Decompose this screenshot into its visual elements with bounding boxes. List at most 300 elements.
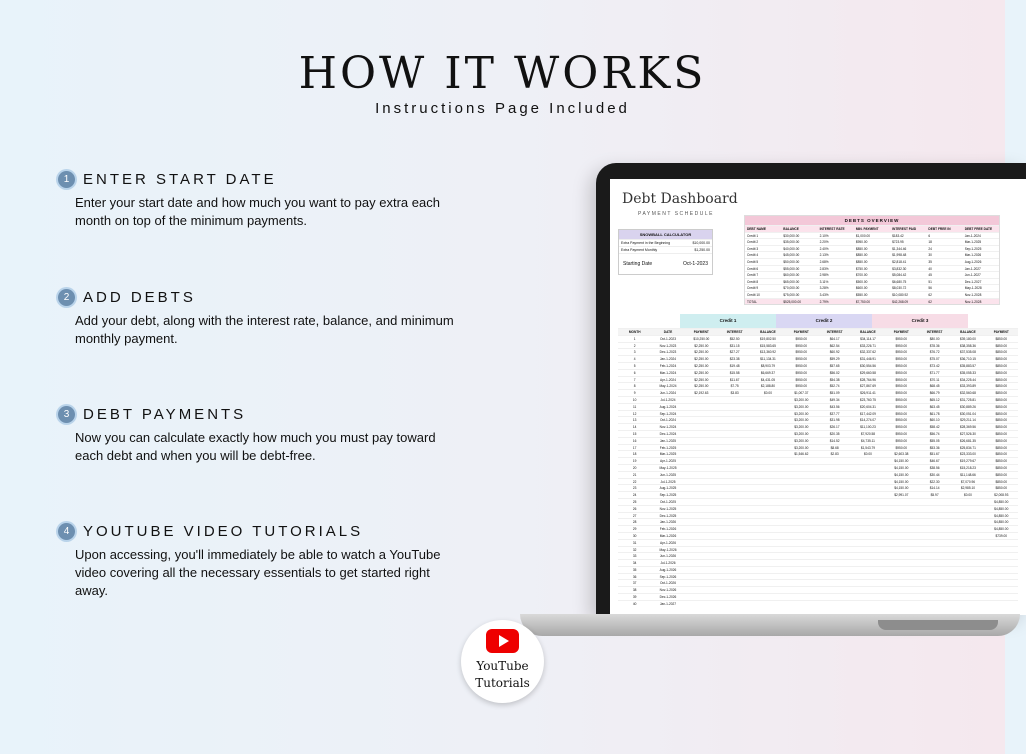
table-cell: $4,850.00 [994,520,1009,525]
table-cell: $3,832.30 [892,266,907,271]
youtube-label-line2: Tutorials [475,676,530,690]
table-cell: $53.36 [929,445,940,450]
table-cell: 6 [928,233,931,238]
table-cell: $4,150.00 [894,472,909,477]
table-cell: $850.00 [995,438,1008,443]
table-cell [885,547,918,553]
table-cell [685,580,718,586]
table-cell [685,533,718,539]
table-cell: $2,818.41 [892,259,907,264]
table-cell: Oct-1-2024 [660,418,676,423]
table-row [618,423,1018,430]
table-cell: $850.00 [995,391,1008,396]
table-cell [985,601,1018,607]
starting-date-value[interactable]: Oct-1-2023 [682,261,708,267]
table-cell [951,506,984,512]
table-cell [918,601,951,607]
table-cell: BALANCE [760,330,776,334]
table-row [618,512,1018,519]
table-cell: Jul-1-2025 [660,479,676,484]
table-cell: 27 [632,513,637,518]
table-cell [685,540,718,546]
table-cell: MIN. PAYMENT [855,227,879,231]
table-cell [718,574,751,580]
table-row [618,403,1018,410]
table-cell [951,499,984,505]
snowball-label: Extra Payment in the Beginning [621,241,671,245]
table-cell: $1,543.79 [860,445,876,450]
table-cell [718,451,751,457]
table-cell [818,601,851,607]
table-cell [685,567,718,573]
table-cell: $1,344.46 [892,246,907,251]
table-cell: 21 [632,472,637,477]
page-subtitle: Instructions Page Included [375,100,630,117]
table-cell: $13,360.92 [760,350,776,355]
table-cell: $17,442.09 [859,411,876,416]
table-cell: $850.00 [995,425,1008,430]
table-cell [685,451,718,457]
table-cell: 1 [633,336,636,341]
table-cell [685,424,718,430]
table-cell: 2 [633,343,636,348]
table-cell [918,547,951,553]
step-description: Now you can calculate exactly how much you must pay toward each debt and when you will be debt-free. [75,430,436,463]
overview-header: DEBTS OVERVIEW [745,216,999,225]
table-cell: $2,603.38 [894,452,909,457]
table-cell: $20,604.31 [859,404,876,409]
table-cell: Feb-1-2025 [659,445,677,450]
table-cell [685,411,718,417]
table-cell: 22 [632,479,637,484]
table-cell: Jan-1-2027 [964,266,981,271]
step-debt-payments [58,406,458,465]
table-cell [885,553,918,559]
table-cell: $950.00 [795,384,808,389]
table-cell: $5,084.42 [892,273,907,278]
table-row [618,498,1018,505]
table-row [745,232,999,239]
table-cell [751,594,784,600]
table-cell: $80.00 [929,336,940,341]
table-cell [751,580,784,586]
table-cell: INTEREST [926,330,943,334]
table-cell [718,506,751,512]
table-cell [851,553,884,559]
table-row [618,478,1018,485]
table-cell: 3.43% [819,292,829,297]
table-cell: May-1-2028 [964,286,982,291]
table-cell: $70.11 [929,377,940,382]
table-cell: 24 [928,246,932,251]
table-cell: $37,535.08 [959,350,976,355]
table-cell [851,540,884,546]
table-cell [785,580,818,586]
table-cell: 62 [928,299,932,304]
table-cell: $30,889.26 [959,404,976,409]
table-cell: $950.00 [895,391,908,396]
table-cell: PAYMENT [693,330,709,334]
table-cell: $15.58 [729,370,740,375]
table-cell: 31 [632,540,637,545]
table-cell: 28 [632,520,637,525]
table-cell [985,580,1018,586]
table-cell [951,574,984,580]
table-cell [718,519,751,525]
table-row [745,238,999,245]
table-cell [885,574,918,580]
table-cell: $700.00 [855,273,868,278]
table-row [618,457,1018,464]
table-cell [851,580,884,586]
table-row [618,362,1018,369]
table-cell: $37.77 [829,411,840,416]
table-cell: 18 [632,452,637,457]
table-cell: 9 [633,391,636,396]
table-cell: Oct-1-2026 [660,581,676,586]
table-cell [751,485,784,491]
table-cell: $850.00 [995,357,1008,362]
table-cell: $60.10 [929,418,940,423]
table-cell [785,458,818,464]
table-cell [718,513,751,519]
table-cell: $26.17 [829,425,840,430]
table-cell: $850.00 [995,459,1008,464]
table-cell [985,574,1018,580]
table-cell [751,404,784,410]
table-cell: $950.00 [855,240,868,245]
table-row [745,291,999,298]
table-cell: $11,134.31 [760,357,776,362]
table-cell: $40,000.00 [783,246,800,251]
table-cell: $1,998.48 [892,253,907,258]
table-cell: $11.67 [729,377,740,382]
table-cell [818,499,851,505]
table-cell: $850.00 [995,384,1008,389]
table-cell: $78.36 [929,343,940,348]
table-cell: $3,200.00 [794,445,809,450]
table-cell: $850.00 [995,486,1008,491]
table-cell [951,540,984,546]
table-cell [751,438,784,444]
table-row [618,539,1018,546]
table-cell [785,513,818,519]
table-cell [885,601,918,607]
table-cell: $31.15 [729,343,740,348]
table-cell [818,540,851,546]
table-cell [885,499,918,505]
table-cell [751,499,784,505]
table-cell: $75.07 [929,357,940,362]
table-cell [785,560,818,566]
table-cell: 24 [632,493,637,498]
table-row [745,251,999,258]
table-cell: $3,200.00 [794,431,809,436]
table-cell: $950.00 [895,418,908,423]
table-cell: $39,180.00 [959,336,976,341]
table-row [618,369,1018,376]
table-cell: Apr-1-2024 [660,377,676,382]
starting-date-row [619,253,712,274]
snowball-label: Extra Payment Monthly [621,248,658,252]
step-title: YOUTUBE VIDEO TUTORIALS [83,523,364,540]
table-cell: $10,080.92 [892,292,909,297]
table-cell: $850.00 [995,472,1008,477]
table-cell [885,580,918,586]
table-cell: $4,735.11 [860,438,875,443]
table-cell [718,485,751,491]
table-cell: 8 [633,384,636,389]
table-row [618,342,1018,349]
table-cell [951,560,984,566]
table-cell: $30,554.56 [859,363,876,368]
table-row [745,271,999,278]
table-cell: Jun-1-2025 [659,472,677,477]
table-cell [918,533,951,539]
table-cell: BALANCE [860,330,876,334]
table-cell: 2.20% [819,240,829,245]
table-cell: INTEREST RATE [819,227,845,231]
table-row [618,525,1018,532]
youtube-tutorials-badge[interactable] [461,620,544,703]
table-cell: 33 [632,554,637,559]
table-cell [718,567,751,573]
table-cell [718,492,751,498]
table-cell: $8,903.79 [760,363,776,368]
table-cell: $26,911.41 [860,391,876,396]
table-cell: $65.12 [929,397,940,402]
table-cell: $2,991.07 [894,493,909,498]
table-cell: $7.75 [730,384,739,389]
table-cell: Dec-1-2023 [659,350,677,355]
table-cell: $850.00 [995,465,1008,470]
table-cell [818,553,851,559]
table-cell: $950.00 [895,377,908,382]
table-cell: $950.00 [895,411,908,416]
dashboard-screen [610,179,1026,615]
table-cell [751,601,784,607]
table-cell [751,424,784,430]
table-cell: $30,051.04 [959,411,976,416]
table-cell: $2,250.00 [694,384,709,389]
table-cell: 29 [632,527,637,532]
table-cell [751,560,784,566]
table-cell: INTEREST PAID [892,227,917,231]
table-cell: $850.00 [995,350,1008,355]
table-cell [851,479,884,485]
table-cell [718,465,751,471]
table-cell: 2.68% [819,259,829,264]
table-cell: $35,055.33 [959,370,976,375]
table-cell: $60,000.00 [783,273,800,278]
table-cell: $55,000.00 [783,266,800,271]
table-cell [718,547,751,553]
table-cell: $54.38 [829,377,840,382]
step-number-badge: 1 [58,171,75,188]
table-cell: 13 [632,418,637,423]
table-cell [785,492,818,498]
table-cell: $525,000.00 [783,299,802,304]
table-header-row [745,225,999,232]
table-cell: $7,070.96 [960,479,976,484]
table-cell: $2,250.00 [694,370,709,375]
table-cell: Sep-1-2026 [659,574,677,579]
table-cell [751,431,784,437]
table-cell [785,553,818,559]
table-cell [918,540,951,546]
table-cell [851,560,884,566]
table-cell [918,594,951,600]
table-cell: Credit 5 [747,259,759,264]
table-cell: $61.78 [929,411,940,416]
table-cell: $43.56 [829,404,840,409]
table-cell: $50,000.00 [783,259,800,264]
table-cell: $950.00 [795,363,808,368]
table-cell [951,580,984,586]
table-cell: Jan-1-2024 [659,357,677,362]
snowball-header: SNOWBALL CALCULATOR [619,230,712,239]
table-cell: 34 [632,561,637,566]
step-number-badge: 4 [58,523,75,540]
table-cell: Apr-1-2026 [660,540,676,545]
table-cell: $29,660.58 [859,370,876,375]
table-cell [851,465,884,471]
table-row [618,586,1018,593]
step-title: ADD DEBTS [83,289,196,306]
table-row [618,518,1018,525]
table-cell: $739.00 [995,533,1008,538]
table-cell: Jan-1-2025 [659,438,677,443]
table-row [618,430,1018,437]
table-cell [818,567,851,573]
table-cell [818,472,851,478]
laptop-screen [596,163,1026,615]
table-cell: $11,148.66 [960,472,976,477]
table-cell: 2.79% [819,299,829,304]
table-cell: $35,000.00 [783,240,800,245]
table-cell: Dec-1-2024 [659,431,677,436]
table-cell [685,465,718,471]
table-row [618,396,1018,403]
table-cell [785,601,818,607]
table-cell: $32,337.62 [859,350,876,355]
table-cell: $3,200.00 [794,411,809,416]
table-cell: Credit 9 [747,286,759,291]
table-cell [918,574,951,580]
table-cell: Sep-1-2024 [659,411,677,416]
table-cell [985,560,1018,566]
table-cell [718,594,751,600]
table-cell [751,533,784,539]
table-cell [951,547,984,553]
table-cell [751,479,784,485]
snowball-value[interactable]: $10,000.00 [692,241,710,245]
overview-table [745,225,999,304]
table-cell [851,492,884,498]
table-cell: 3.11% [819,279,829,284]
table-row [745,245,999,252]
table-cell: $51.67 [929,452,940,457]
table-cell: 26 [632,506,637,511]
table-cell: $3,200.00 [794,397,809,402]
table-cell: 40 [928,266,932,271]
table-cell [685,506,718,512]
table-cell: 45 [928,273,932,278]
table-cell: $2,008.93 [994,493,1009,498]
table-cell: $68.45 [929,384,940,389]
table-cell: Credit 6 [747,266,759,271]
table-cell: $950.00 [795,377,808,382]
table-cell [685,479,718,485]
step-add-debts [58,289,458,348]
table-cell: 23 [632,486,637,491]
table-cell: $500.00 [855,279,868,284]
table-row [618,376,1018,383]
table-row [618,348,1018,355]
table-cell [685,404,718,410]
table-cell [818,587,851,593]
table-row [618,382,1018,389]
table-cell [785,526,818,532]
table-cell [851,587,884,593]
table-cell: MONTH [628,330,641,334]
table-cell: $75,000.00 [783,292,800,297]
table-cell: Aug-1-2024 [659,404,677,409]
table-cell: $4,150.00 [894,459,909,464]
table-cell: $6,680.75 [892,279,907,284]
table-cell: 3 [633,350,636,355]
table-cell [951,587,984,593]
table-cell [885,513,918,519]
table-cell: $26,681.35 [959,438,976,443]
table-row [618,389,1018,396]
table-cell [818,465,851,471]
table-cell [685,492,718,498]
table-cell: $23.38 [729,357,740,362]
step-number-badge: 2 [58,289,75,306]
table-cell: $950.00 [795,370,808,375]
table-cell: 30 [928,253,932,258]
table-cell: $23,760.75 [859,397,876,402]
table-cell: INTEREST [726,330,743,334]
table-cell [751,411,784,417]
table-cell: $600.00 [855,286,868,291]
table-cell: $850.00 [995,370,1008,375]
table-cell [918,506,951,512]
table-cell [751,513,784,519]
table-cell [685,526,718,532]
table-cell: Credit 4 [747,253,759,258]
table-cell [751,451,784,457]
table-cell [918,587,951,593]
credit-bands [680,314,968,328]
table-cell [718,526,751,532]
table-cell: TOTAL [747,299,757,304]
table-cell: $550.00 [855,292,868,297]
table-cell [751,472,784,478]
table-cell: Credit 8 [747,279,759,284]
table-cell [785,540,818,546]
table-row [618,532,1018,539]
table-cell: 40 [632,601,637,606]
table-cell: $950.00 [795,357,808,362]
snowball-value[interactable]: $1,250.00 [694,248,710,252]
table-cell [851,485,884,491]
table-cell: $950.00 [895,357,908,362]
table-cell: $38,358.36 [959,343,976,348]
table-cell: Credit 2 [747,240,759,245]
table-total-row [745,298,999,305]
